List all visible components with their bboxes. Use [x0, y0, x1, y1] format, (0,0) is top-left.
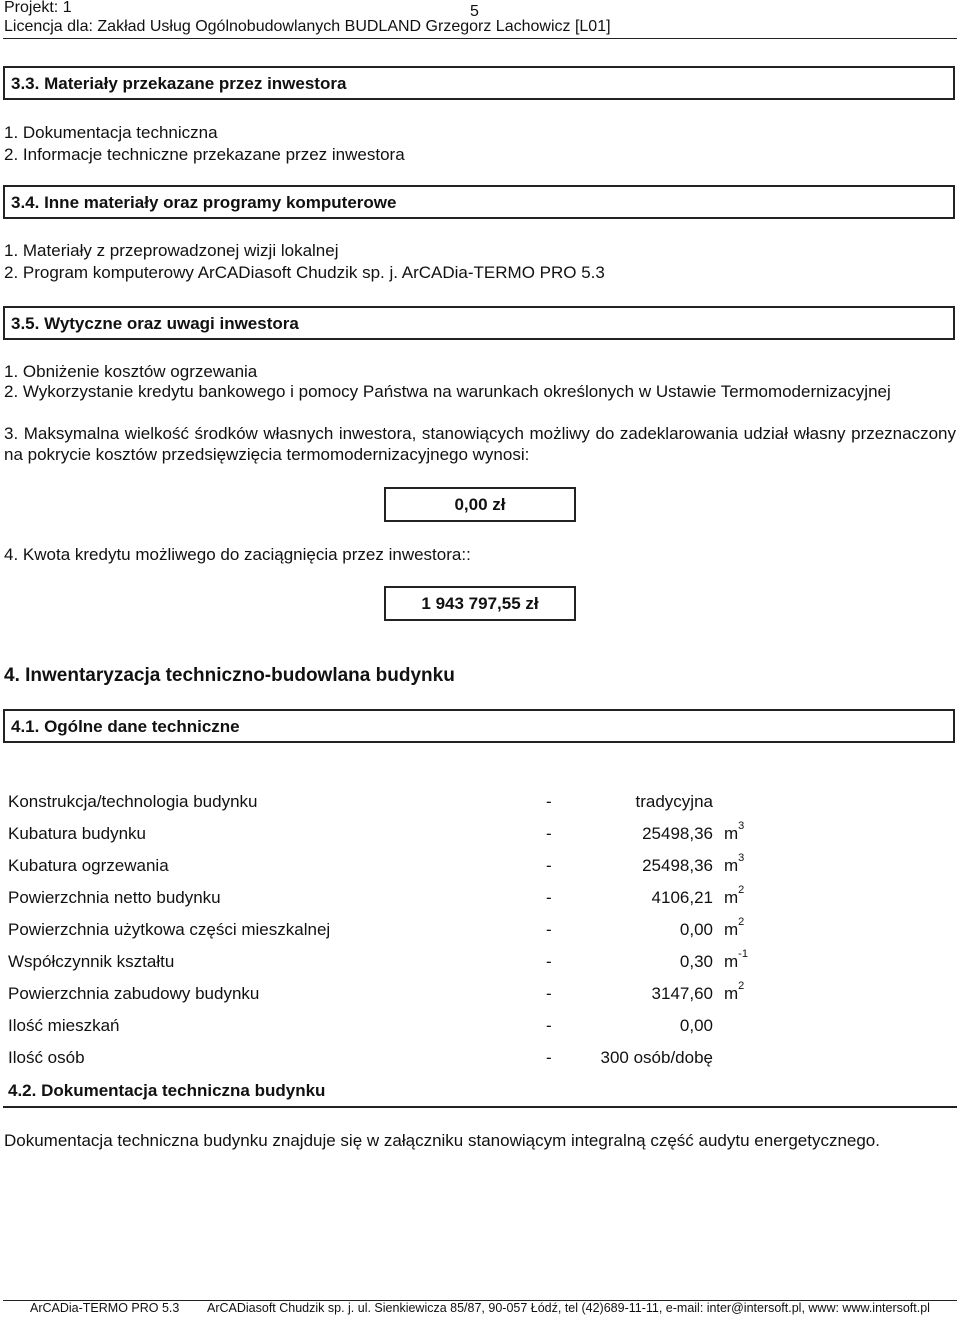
row-dash: - [546, 792, 552, 811]
own-funds-value-box [384, 487, 576, 522]
unit-exponent: 3 [738, 852, 745, 864]
row-dash: - [546, 1016, 552, 1035]
section-3-5-heading [3, 306, 955, 340]
row-label: Współczynnik kształtu [8, 952, 175, 971]
loan-value-box [384, 586, 576, 621]
unit-exponent: 2 [738, 980, 745, 992]
table-row [0, 793, 960, 813]
row-value: tradycyjna [635, 792, 713, 811]
unit-base: m [724, 888, 739, 907]
row-dash: - [546, 824, 552, 843]
row-unit [724, 980, 745, 1003]
table-row [0, 948, 960, 973]
section-4-2-rule [3, 1106, 957, 1108]
row-value: 4106,21 [651, 888, 713, 907]
section-4-heading: 4. Inwentaryzacja techniczno-budowlana budynku [4, 665, 455, 686]
project-label: Projekt: 1 [4, 0, 72, 16]
row-label: Konstrukcja/technologia budynku [8, 792, 258, 811]
unit-exponent: 2 [738, 884, 745, 896]
row-label: Powierzchnia netto budynku [8, 888, 221, 907]
unit-base: m [724, 984, 739, 1003]
row-value: 25498,36 [642, 824, 713, 843]
table-row [0, 820, 960, 845]
row-value: 300 osób/dobę [600, 1048, 713, 1067]
list-item: 4. Kwota kredytu możliwego do zaciągnięcia przez inwestora:: [4, 545, 471, 564]
unit-base: m [724, 856, 739, 875]
table-row [0, 852, 960, 877]
section-4-2-heading: 4.2. Dokumentacja techniczna budynku [8, 1081, 326, 1100]
list-item: 2. Informacje techniczne przekazane przez inwestora [4, 145, 405, 164]
list-item-paragraph: 2. Wykorzystanie kredytu bankowego i pomocy Państwa na warunkach określonych w Ustawie Termomodernizacyjnej [4, 382, 891, 401]
header-rule [3, 38, 957, 39]
page-number: 5 [470, 3, 479, 20]
row-dash: - [546, 920, 552, 939]
unit-exponent: -1 [738, 948, 748, 960]
unit-base: m [724, 952, 739, 971]
row-unit [724, 884, 745, 907]
section-4-2-text: Dokumentacja techniczna budynku znajduje się w załączniku stanowiącym integralną część audytu energetycznego. [4, 1131, 880, 1150]
row-value: 0,00 [679, 1016, 713, 1035]
table-row [0, 980, 960, 1005]
table-row [0, 884, 960, 909]
list-item: 1. Materiały z przeprowadzonej wizji lokalnej [4, 241, 339, 260]
section-3-5-title: 3.5. Wytyczne oraz uwagi inwestora [11, 313, 299, 333]
row-dash: - [546, 952, 552, 971]
unit-exponent: 2 [738, 916, 745, 928]
section-3-4-title: 3.4. Inne materiały oraz programy komputerowe [11, 192, 397, 212]
row-value: 0,30 [679, 952, 713, 971]
list-item: 1. Dokumentacja techniczna [4, 123, 218, 142]
row-label: Ilość mieszkań [8, 1016, 120, 1035]
row-unit [724, 948, 748, 971]
row-unit [724, 852, 745, 875]
section-4-1-heading [3, 709, 955, 743]
section-3-3-heading [3, 66, 955, 100]
footer-program: ArCADia-TERMO PRO 5.3 [30, 1301, 180, 1315]
row-label: Kubatura budynku [8, 824, 146, 843]
list-item: 1. Obniżenie kosztów ogrzewania [4, 362, 258, 381]
loan-value: 1 943 797,55 zł [421, 594, 539, 613]
table-row [0, 1049, 960, 1069]
row-dash: - [546, 888, 552, 907]
row-value: 0,00 [679, 920, 713, 939]
row-label: Ilość osób [8, 1048, 85, 1067]
table-row [0, 1017, 960, 1037]
section-3-3-title: 3.3. Materiały przekazane przez inwestora [11, 73, 347, 93]
row-unit [724, 820, 745, 843]
row-label: Kubatura ogrzewania [8, 856, 169, 875]
list-item-paragraph: 3. Maksymalna wielkość środków własnych inwestora, stanowiących możliwy do zadeklarowania udział własny przeznaczony na pokrycie kosztów przedsięwzięcia termomodernizacyjnego wynosi: [4, 424, 956, 464]
unit-base: m [724, 920, 739, 939]
row-dash: - [546, 856, 552, 875]
row-dash: - [546, 984, 552, 1003]
own-funds-value: 0,00 zł [454, 495, 506, 514]
footer-contact: ArCADiasoft Chudzik sp. j. ul. Sienkiewicza 85/87, 90-057 Łódź, tel (42)689-11-11, e-mail: inter@intersoft.pl, www: www.intersoft.pl [207, 1301, 930, 1315]
table-row [0, 916, 960, 941]
row-label: Powierzchnia zabudowy budynku [8, 984, 260, 1003]
unit-base: m [724, 824, 739, 843]
row-value: 3147,60 [651, 984, 713, 1003]
row-label: Powierzchnia użytkowa części mieszkalnej [8, 920, 331, 939]
row-value: 25498,36 [642, 856, 713, 875]
row-dash: - [546, 1048, 552, 1067]
unit-exponent: 3 [738, 820, 745, 832]
row-unit [724, 916, 745, 939]
list-item: 2. Program komputerowy ArCADiasoft Chudzik sp. j. ArCADia-TERMO PRO 5.3 [4, 263, 605, 282]
license-line: Licencja dla: Zakład Usług Ogólnobudowlanych BUDLAND Grzegorz Lachowicz [L01] [4, 18, 611, 35]
section-3-4-heading [3, 185, 955, 219]
section-4-1-title: 4.1. Ogólne dane techniczne [11, 716, 240, 736]
